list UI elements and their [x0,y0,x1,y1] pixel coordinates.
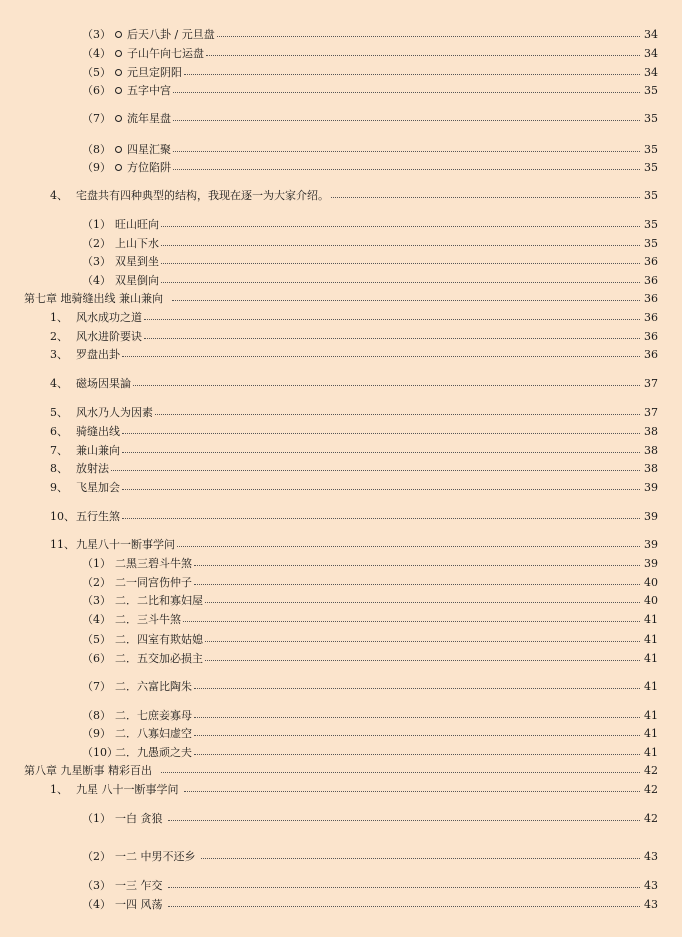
toc-entry[interactable] [0,27,682,43]
entry-title: 风水成功之道 [76,311,142,324]
entry-title: 一三 乍交 [115,879,163,892]
toc-entry[interactable] [0,160,682,176]
entry-number: （3） [82,28,111,41]
entry-title: 一四 风荡 [115,898,163,911]
entry-title: 宅盘共有四种典型的结构，我现在逐一为大家介绍。 [76,189,329,202]
dot-leader [161,772,640,773]
entry-number: （2） [82,850,111,863]
toc-entry[interactable] [0,46,682,62]
toc-entry[interactable] [0,310,682,326]
circle-bullet-icon [115,146,122,153]
entry-title: 二．九愚顽之夫 [115,746,192,759]
entry-number: （9） [82,727,111,740]
dot-leader [177,546,640,547]
entry-title: 双星到坐 [115,255,159,268]
toc-entry[interactable] [0,480,682,496]
dot-leader [161,245,640,246]
dot-leader [194,584,640,585]
toc-entry[interactable] [0,878,682,894]
dot-leader [206,55,640,56]
toc-entry[interactable] [0,329,682,345]
dot-leader [184,74,640,75]
entry-title: 二．七庶妾寡母 [115,709,192,722]
entry-title: 二．三斗牛煞 [115,613,181,626]
page-number: 42 [644,812,658,825]
dot-leader [205,641,640,642]
page-number: 43 [644,879,658,892]
entry-number: （1） [82,812,111,825]
dot-leader [205,602,640,603]
entry-number: （8） [82,709,111,722]
toc-entry[interactable] [0,254,682,270]
entry-number: （4） [82,47,111,60]
page-number: 42 [644,764,658,777]
dot-leader [161,282,640,283]
entry-title: 骑缝出线 [76,425,120,438]
dot-leader [194,735,640,736]
entry-number: （5） [82,66,111,79]
dot-leader [168,887,640,888]
dot-leader [144,319,640,320]
entry-title: 二．六富比陶朱 [115,680,192,693]
page-number: 43 [644,898,658,911]
toc-chapter-entry[interactable] [0,763,682,779]
toc-entry[interactable] [0,83,682,99]
entry-title: 旺山旺向 [115,218,159,231]
entry-number: 1、 [50,311,68,324]
circle-bullet-icon [115,69,122,76]
entry-number: 3、 [50,348,68,361]
dot-leader [194,565,640,566]
dot-leader [168,906,640,907]
dot-leader [133,385,640,386]
dot-leader [217,36,640,37]
entry-number: 9、 [50,481,68,494]
toc-entry[interactable] [0,273,682,289]
page-number: 39 [644,538,658,551]
entry-title: 四星汇聚 [127,143,171,156]
page-number: 42 [644,783,658,796]
toc-entry[interactable] [0,556,682,572]
page-number: 38 [644,425,658,438]
toc-entry[interactable] [0,217,682,233]
entry-number: （10） [82,746,118,759]
page-number: 43 [644,850,658,863]
circle-bullet-icon [115,31,122,38]
entry-title: 流年星盘 [127,112,171,125]
entry-number: （3） [82,879,111,892]
toc-entry[interactable] [0,612,682,628]
page-number: 36 [644,255,658,268]
entry-title: 方位陷阱 [127,161,171,174]
page-number: 34 [644,47,658,60]
page-number: 34 [644,28,658,41]
page-number: 39 [644,510,658,523]
page-number: 36 [644,292,658,305]
entry-title: 元旦定阴阳 [127,66,182,79]
toc-entry[interactable] [0,651,682,667]
dot-leader [172,300,640,301]
page-number: 39 [644,481,658,494]
page-number: 36 [644,311,658,324]
entry-title: 风水乃人为因素 [76,406,153,419]
entry-number: 4、 [50,377,68,390]
entry-number: （5） [82,633,111,646]
entry-title: 一白 贪狼 [115,812,163,825]
toc-entry[interactable] [0,632,682,648]
page-number: 37 [644,406,658,419]
toc-entry[interactable] [0,679,682,695]
entry-number: （7） [82,680,111,693]
circle-bullet-icon [115,164,122,171]
toc-entry[interactable] [0,782,682,798]
page-number: 41 [644,652,658,665]
page-number: 35 [644,237,658,250]
entry-title: 二一同宫伤仲子 [115,576,192,589]
dot-leader [173,169,640,170]
page-number: 41 [644,727,658,740]
toc-entry[interactable] [0,111,682,127]
entry-title: 九星八十一断事学问 [76,538,175,551]
entry-number: （2） [82,237,111,250]
entry-number: （6） [82,84,111,97]
dot-leader [194,688,640,689]
toc-chapter-entry[interactable] [0,291,682,307]
entry-title: 罗盘出卦 [76,348,120,361]
page-number: 38 [644,462,658,475]
page-number: 35 [644,161,658,174]
entry-title: 兼山兼向 [76,444,120,457]
entry-title: 双星倒向 [115,274,159,287]
page-number: 41 [644,633,658,646]
entry-number: （4） [82,613,111,626]
entry-number: 7、 [50,444,68,457]
page-number: 38 [644,444,658,457]
circle-bullet-icon [115,50,122,57]
page-number: 41 [644,709,658,722]
toc-entry[interactable] [0,405,682,421]
entry-title: 风水进阶要诀 [76,330,142,343]
entry-number: 6、 [50,425,68,438]
entry-title: 九星 八十一断事学问 [76,783,179,796]
entry-number: 4、 [50,189,68,202]
dot-leader [168,820,640,821]
dot-leader [331,197,640,198]
dot-leader [194,754,640,755]
dot-leader [122,433,640,434]
entry-title: 第七章 地骑缝出线 兼山兼向 [24,292,163,305]
dot-leader [111,470,640,471]
entry-number: 10、 [50,510,75,523]
page-number: 36 [644,274,658,287]
page-number: 40 [644,576,658,589]
dot-leader [184,791,640,792]
toc-entry[interactable] [0,65,682,81]
toc-entry[interactable] [0,897,682,913]
dot-leader [144,338,640,339]
page-number: 37 [644,377,658,390]
dot-leader [201,858,640,859]
dot-leader [205,660,640,661]
entry-number: （7） [82,112,111,125]
entry-number: 2、 [50,330,68,343]
entry-title: 放射法 [76,462,109,475]
page-number: 36 [644,348,658,361]
entry-title: 二．二比和寡妇屋 [115,594,203,607]
page-number: 35 [644,189,658,202]
page-number: 35 [644,143,658,156]
dot-leader [183,621,640,622]
entry-number: （4） [82,898,111,911]
entry-title: 二．四室有欺姑媳 [115,633,203,646]
toc-entry[interactable] [0,575,682,591]
toc-entry[interactable] [0,236,682,252]
entry-number: （1） [82,557,111,570]
page-number: 35 [644,218,658,231]
toc-entry[interactable] [0,849,682,865]
dot-leader [122,452,640,453]
entry-title: 飞星加会 [76,481,120,494]
entry-number: （8） [82,143,111,156]
toc-entry[interactable] [0,509,682,525]
toc-entry[interactable] [0,811,682,827]
page-number: 41 [644,680,658,693]
toc-entry[interactable] [0,376,682,392]
dot-leader [155,414,640,415]
toc-entry[interactable] [0,708,682,724]
entry-number: 5、 [50,406,68,419]
page-number: 40 [644,594,658,607]
circle-bullet-icon [115,87,122,94]
entry-number: 8、 [50,462,68,475]
page-number: 36 [644,330,658,343]
entry-title: 二．五交加必损主 [115,652,203,665]
dot-leader [122,518,640,519]
toc-entry[interactable] [0,443,682,459]
dot-leader [194,717,640,718]
entry-title: 五字中宫 [127,84,171,97]
page-number: 39 [644,557,658,570]
toc-entry[interactable] [0,461,682,477]
page-number: 35 [644,112,658,125]
toc-entry[interactable] [0,726,682,742]
entry-number: （3） [82,255,111,268]
entry-number: （4） [82,274,111,287]
entry-number: （6） [82,652,111,665]
entry-title: 上山下水 [115,237,159,250]
toc-entry[interactable] [0,347,682,363]
page-number: 41 [644,613,658,626]
entry-title: 第八章 九星断事 精彩百出 [24,764,152,777]
entry-title: 五行生煞 [76,510,120,523]
toc-entry[interactable] [0,142,682,158]
page-number: 34 [644,66,658,79]
entry-number: （1） [82,218,111,231]
dot-leader [161,263,640,264]
entry-title: 磁场因果論 [76,377,131,390]
dot-leader [161,226,640,227]
page-number: 35 [644,84,658,97]
entry-title: 子山午向七运盘 [127,47,204,60]
dot-leader [122,356,640,357]
dot-leader [173,92,640,93]
entry-title: 一二 中男不还乡 [115,850,196,863]
dot-leader [173,151,640,152]
dot-leader [122,489,640,490]
entry-number: 1、 [50,783,68,796]
entry-number: （2） [82,576,111,589]
page-number: 41 [644,746,658,759]
toc-entry[interactable] [0,188,682,204]
entry-title: 二．八寡妇虚空 [115,727,192,740]
circle-bullet-icon [115,115,122,122]
dot-leader [173,120,640,121]
toc-entry[interactable] [0,745,682,761]
entry-number: 11、 [50,538,75,551]
toc-entry[interactable] [0,537,682,553]
entry-number: （3） [82,594,111,607]
toc-entry[interactable] [0,593,682,609]
entry-number: （9） [82,161,111,174]
toc-entry[interactable] [0,424,682,440]
entry-title: 二黑三碧斗牛煞 [115,557,192,570]
entry-title: 后天八卦 / 元旦盘 [127,28,215,41]
